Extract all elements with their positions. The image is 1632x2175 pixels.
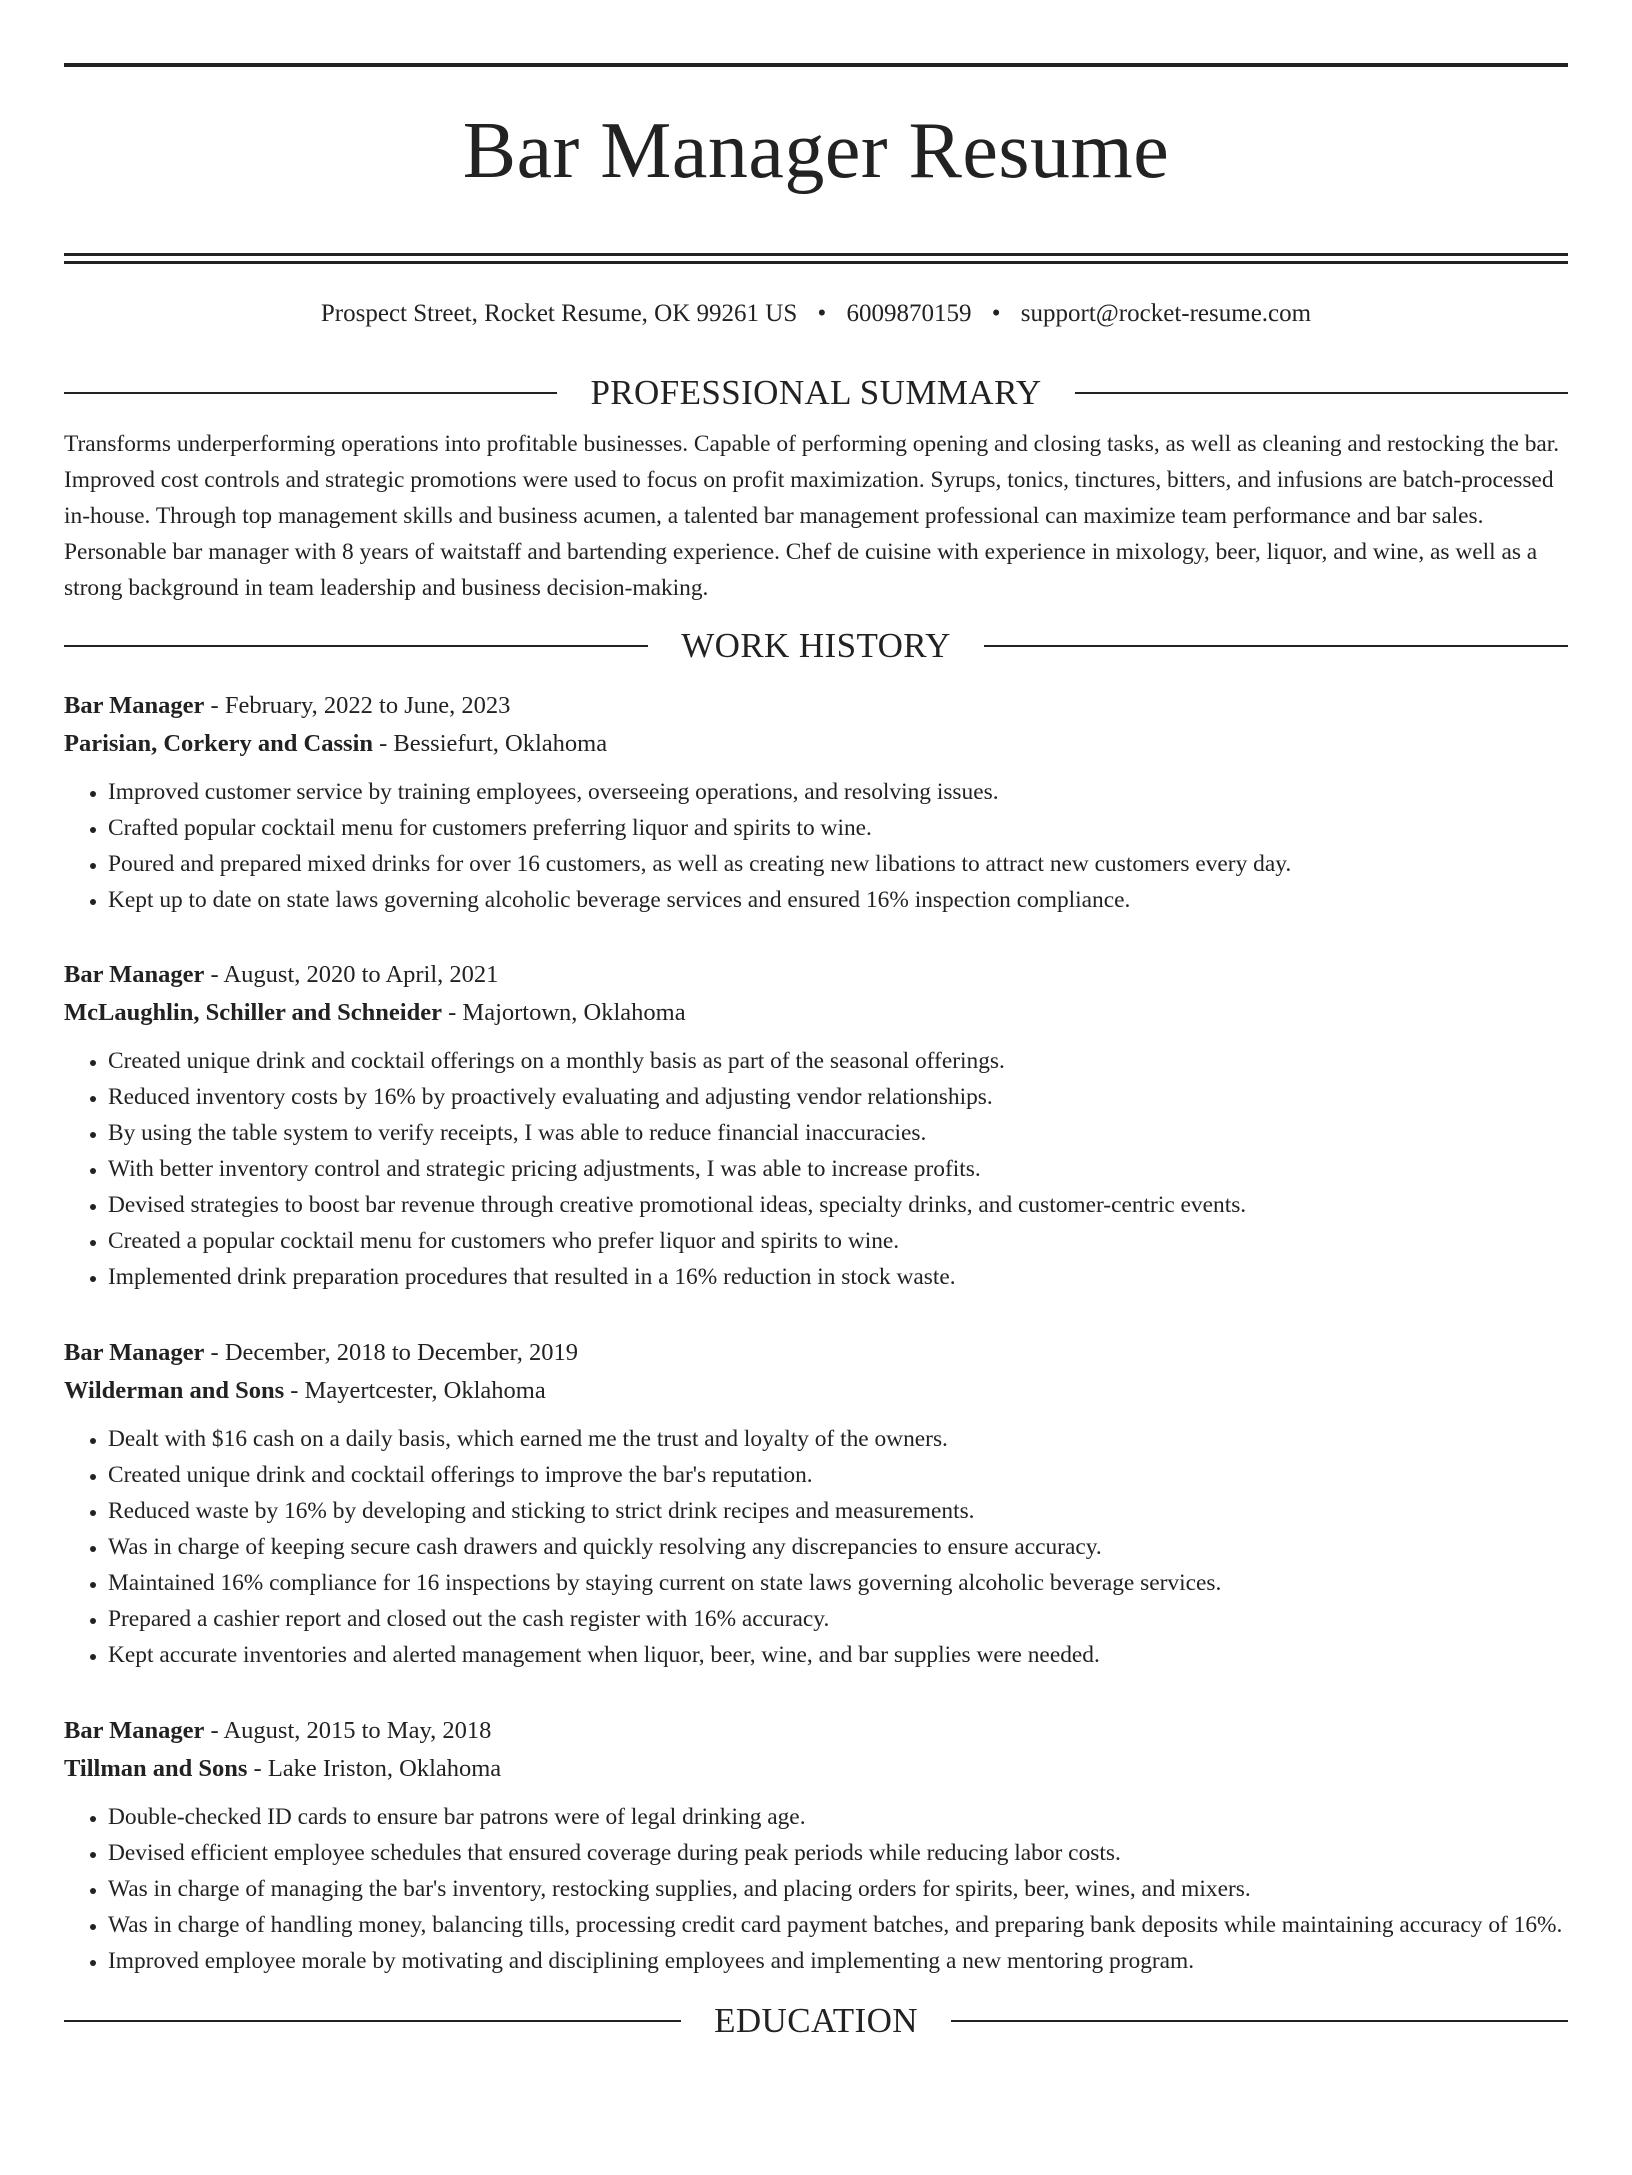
job-title: Bar Manager <box>64 1716 205 1744</box>
heading-rule-right <box>1075 392 1568 394</box>
job-title-line <box>64 687 1568 725</box>
section-title: EDUCATION <box>714 2000 918 2040</box>
job-company-line <box>64 994 1568 1032</box>
job-dates: - August, 2015 to May, 2018 <box>204 1716 492 1744</box>
job-dates: - February, 2022 to June, 2023 <box>204 691 511 719</box>
job-bullet: • Crafted popular cocktail menu for customers preferring liquor and spirits to wine. <box>108 810 1568 846</box>
heading-rule-left <box>64 2020 681 2022</box>
contact-email: support@rocket-resume.com <box>1020 299 1312 327</box>
job-bullet: • Devised strategies to boost bar revenue through creative promotional ideas, specialty drinks, and customer-centric events. <box>108 1187 1568 1223</box>
job-company: Wilderman and Sons <box>64 1376 285 1404</box>
section-heading-work-history <box>64 626 1568 666</box>
job-company: McLaughlin, Schiller and Schneider <box>64 998 442 1026</box>
job-bullet: • Maintained 16% compliance for 16 inspections by staying current on state laws governing alcoholic beverage services. <box>108 1565 1568 1601</box>
heading-rule-left <box>64 645 648 647</box>
job-dates: - August, 2020 to April, 2021 <box>204 960 499 988</box>
job-dates: - December, 2018 to December, 2019 <box>204 1338 578 1366</box>
contact-phone: 6009870159 <box>846 299 972 327</box>
heading-rule-left <box>64 392 557 394</box>
job-bullets <box>64 1043 1568 1295</box>
job-bullet: • Was in charge of managing the bar's inventory, restocking supplies, and placing orders for spirits, beer, wines, and mixers. <box>108 1871 1568 1907</box>
job-location: - Bessiefurt, Oklahoma <box>373 729 608 757</box>
job-bullet: • Devised efficient employee schedules that ensured coverage during peak periods while reducing labor costs. <box>108 1835 1568 1871</box>
job-title: Bar Manager <box>64 1338 205 1366</box>
job-bullet: • Created a popular cocktail menu for customers who prefer liquor and spirits to wine. <box>108 1223 1568 1259</box>
job-bullet: • Implemented drink preparation procedures that resulted in a 16% reduction in stock waste. <box>108 1259 1568 1295</box>
job-bullet: • Reduced waste by 16% by developing and sticking to strict drink recipes and measurements. <box>108 1493 1568 1529</box>
contact-separator: • <box>817 299 827 327</box>
job-company-line <box>64 1372 1568 1410</box>
job-bullet: • Kept up to date on state laws governing alcoholic beverage services and ensured 16% inspection compliance. <box>108 882 1568 918</box>
section-heading-summary <box>64 373 1568 413</box>
job-bullets <box>64 774 1568 918</box>
heading-rule-right <box>951 2020 1568 2022</box>
job-bullet: • Prepared a cashier report and closed out the cash register with 16% accuracy. <box>108 1601 1568 1637</box>
job-bullet: • Created unique drink and cocktail offerings on a monthly basis as part of the seasonal offerings. <box>108 1043 1568 1079</box>
job-title-line <box>64 956 1568 994</box>
job-bullet: • Double-checked ID cards to ensure bar patrons were of legal drinking age. <box>108 1799 1568 1835</box>
summary-text: Transforms underperforming operations into profitable businesses. Capable of performing opening and closing tasks, as well as cleaning and restocking the bar. Improved cost controls and strategic promotions were used to focus on profit maximization. Syrups, tonics, tinctures, bitters, and infusions are batch-processed in-house. Through top management skills and business acumen, a talented bar management professional can maximize team performance and bar sales. Personable bar manager with 8 years of waitstaff and bartending experience. Chef de cuisine with experience in mixology, beer, liquor, and wine, as well as a strong background in team leadership and business decision-making. <box>64 430 1560 601</box>
job-bullet: • Poured and prepared mixed drinks for over 16 customers, as well as creating new libations to attract new customers every day. <box>108 846 1568 882</box>
job-location: - Mayertcester, Oklahoma <box>284 1376 546 1404</box>
contact-separator: • <box>991 299 1001 327</box>
job-bullet: • Was in charge of keeping secure cash drawers and quickly resolving any discrepancies to ensure accuracy. <box>108 1529 1568 1565</box>
section-heading-education <box>64 2001 1568 2041</box>
job-bullet: • Improved employee morale by motivating and disciplining employees and implementing a new mentoring program. <box>108 1943 1568 1979</box>
job-company-line <box>64 1750 1568 1788</box>
contact-address: Prospect Street, Rocket Resume, OK 99261 US <box>320 299 798 327</box>
job-entry <box>64 687 1568 918</box>
work-history-list <box>64 687 1568 1979</box>
job-entry <box>64 1334 1568 1673</box>
heading-rule-right <box>984 645 1568 647</box>
title-double-rule <box>64 253 1568 264</box>
job-title: Bar Manager <box>64 960 205 988</box>
job-bullets <box>64 1421 1568 1673</box>
job-bullet: • By using the table system to verify receipts, I was able to reduce financial inaccuracies. <box>108 1115 1568 1151</box>
job-company: Tillman and Sons <box>64 1754 248 1782</box>
job-bullet: • Kept accurate inventories and alerted management when liquor, beer, wine, and bar supplies were needed. <box>108 1637 1568 1673</box>
job-bullet: • Improved customer service by training employees, overseeing operations, and resolving issues. <box>108 774 1568 810</box>
job-company: Parisian, Corkery and Cassin <box>64 729 374 757</box>
job-company-line <box>64 725 1568 763</box>
section-title: PROFESSIONAL SUMMARY <box>590 372 1042 412</box>
job-location: - Lake Iriston, Oklahoma <box>247 1754 502 1782</box>
page-title: Bar Manager Resume <box>462 107 1170 195</box>
job-title-line <box>64 1712 1568 1750</box>
job-title: Bar Manager <box>64 691 205 719</box>
job-title-line <box>64 1334 1568 1372</box>
section-title: WORK HISTORY <box>681 625 951 665</box>
job-location: - Majortown, Oklahoma <box>442 998 686 1026</box>
job-bullet: • Created unique drink and cocktail offerings to improve the bar's reputation. <box>108 1457 1568 1493</box>
job-bullets <box>64 1799 1568 1979</box>
job-entry <box>64 956 1568 1295</box>
job-bullet: • Was in charge of handling money, balancing tills, processing credit card payment batches, and preparing bank deposits while maintaining accuracy of 16%. <box>108 1907 1568 1943</box>
job-entry <box>64 1712 1568 1979</box>
job-bullet: • With better inventory control and strategic pricing adjustments, I was able to increase profits. <box>108 1151 1568 1187</box>
contact-line <box>64 298 1568 330</box>
top-rule <box>64 63 1568 67</box>
resume-page <box>0 63 1632 2175</box>
job-bullet: • Reduced inventory costs by 16% by proactively evaluating and adjusting vendor relationships. <box>108 1079 1568 1115</box>
job-bullet: • Dealt with $16 cash on a daily basis, which earned me the trust and loyalty of the owners. <box>108 1421 1568 1457</box>
